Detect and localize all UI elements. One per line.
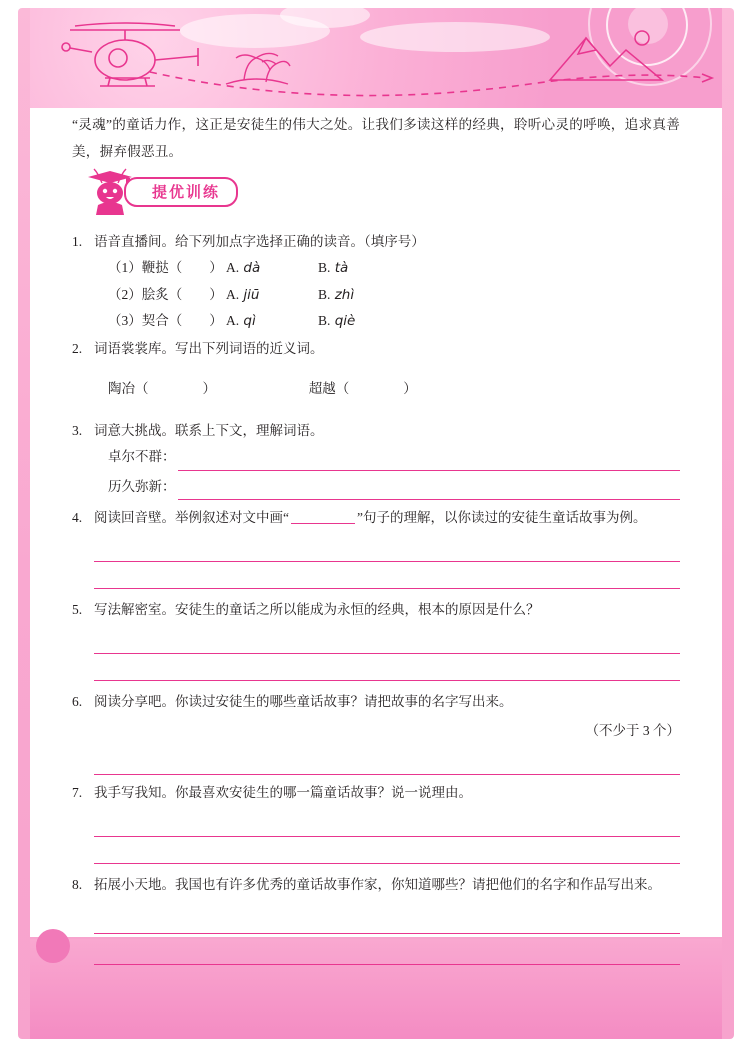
answer-area (94, 535, 680, 589)
question-3 (72, 418, 680, 503)
question-3-term-row (94, 444, 680, 470)
question-text (94, 505, 680, 531)
answer-area (94, 810, 680, 864)
question-4 (72, 505, 680, 589)
question-text: 拓展小天地。我国也有许多优秀的童话故事作家，你知道哪些？请把他们的名字和作品写出来。 (94, 877, 661, 893)
term-label: 卓尔不群： (108, 449, 176, 465)
question-number: 8. (72, 877, 83, 893)
option-a[interactable]: A. jiū (226, 286, 260, 303)
synonym-slot-2[interactable]: 超越（ ） (308, 381, 417, 397)
question-8 (72, 872, 680, 964)
synonym-slot-1[interactable]: 陶冶（ ） (108, 381, 216, 397)
worksheet-content (72, 112, 680, 967)
footer-dot (36, 929, 70, 963)
option-b[interactable]: B. qiè (318, 312, 356, 329)
question-5 (72, 597, 680, 681)
answer-line[interactable] (178, 455, 681, 471)
option-b[interactable]: B. zhì (318, 286, 355, 303)
question-text: 阅读分享吧。你读过安徒生的哪些童话故事？请把故事的名字写出来。 (94, 694, 513, 710)
answer-line[interactable] (94, 810, 680, 837)
answer-area (94, 748, 680, 775)
question-number: 7. (72, 785, 83, 801)
question-text-after: ”句子的理解，以你读过的安徒生童话故事为例。 (357, 509, 647, 525)
header-decoration (30, 8, 722, 108)
answer-line[interactable] (94, 934, 680, 965)
section-banner (72, 175, 680, 215)
question-text: 我手写我知。你最喜欢安徒生的哪一篇童话故事？说一说理由。 (94, 785, 472, 801)
question-number: 2. (72, 341, 83, 357)
answer-line[interactable] (94, 627, 680, 654)
answer-line[interactable] (94, 748, 680, 775)
question-2-answer-row (94, 376, 680, 402)
option-b[interactable]: B. tà (318, 260, 349, 277)
question-2 (72, 336, 680, 416)
answer-line[interactable] (94, 535, 680, 562)
question-6 (72, 689, 680, 775)
question-list (72, 229, 680, 965)
answer-line[interactable] (178, 484, 681, 500)
underline-blank (291, 523, 355, 524)
sub-question-label[interactable]: （1）鞭挞（ ） (108, 260, 223, 276)
question-6-note: （不少于 3 个） (585, 722, 680, 738)
question-number: 3. (72, 422, 83, 438)
header-illustration (30, 8, 722, 108)
option-a[interactable]: A. qì (226, 312, 256, 329)
option-a[interactable]: A. dà (226, 260, 261, 277)
section-title: 提优训练 (124, 177, 238, 207)
sub-question-label[interactable]: （3）契合（ ） (108, 312, 223, 328)
answer-line[interactable] (94, 837, 680, 864)
question-text: 写法解密室。安徒生的童话之所以能成为永恒的经典，根本的原因是什么？ (94, 602, 540, 618)
question-number: 1. (72, 234, 83, 249)
question-text: 词意大挑战。联系上下文，理解词语。 (94, 422, 324, 438)
question-number: 6. (72, 694, 83, 710)
answer-area (94, 627, 680, 681)
question-3-term-row (94, 474, 680, 500)
question-1 (72, 229, 680, 334)
lead-paragraph: “灵魂”的童话力作，这正是安徒生的伟大之处。让我们多读这样的经典，聆听心灵的呼唤，追求真善美，摒弃假恶丑。 (72, 117, 680, 159)
question-1-option-row (94, 282, 680, 308)
question-text: 词语裳裳库。写出下列词语的近义词。 (94, 341, 324, 357)
question-7 (72, 780, 680, 864)
question-number: 5. (72, 602, 83, 618)
answer-area (94, 903, 680, 965)
question-text-before: 阅读回音壁。举例叙述对文中画“ (94, 509, 289, 525)
question-1-option-row (94, 255, 680, 281)
question-text: 语音直播间。给下列加点字选择正确的读音。（填序号） (94, 234, 425, 249)
sub-question-label[interactable]: （2）脍炙（ ） (108, 286, 223, 302)
answer-line[interactable] (94, 903, 680, 934)
answer-line[interactable] (94, 562, 680, 589)
question-1-option-row (94, 308, 680, 334)
term-label: 历久弥新： (108, 478, 176, 494)
question-number: 4. (72, 509, 83, 525)
answer-line[interactable] (94, 654, 680, 681)
